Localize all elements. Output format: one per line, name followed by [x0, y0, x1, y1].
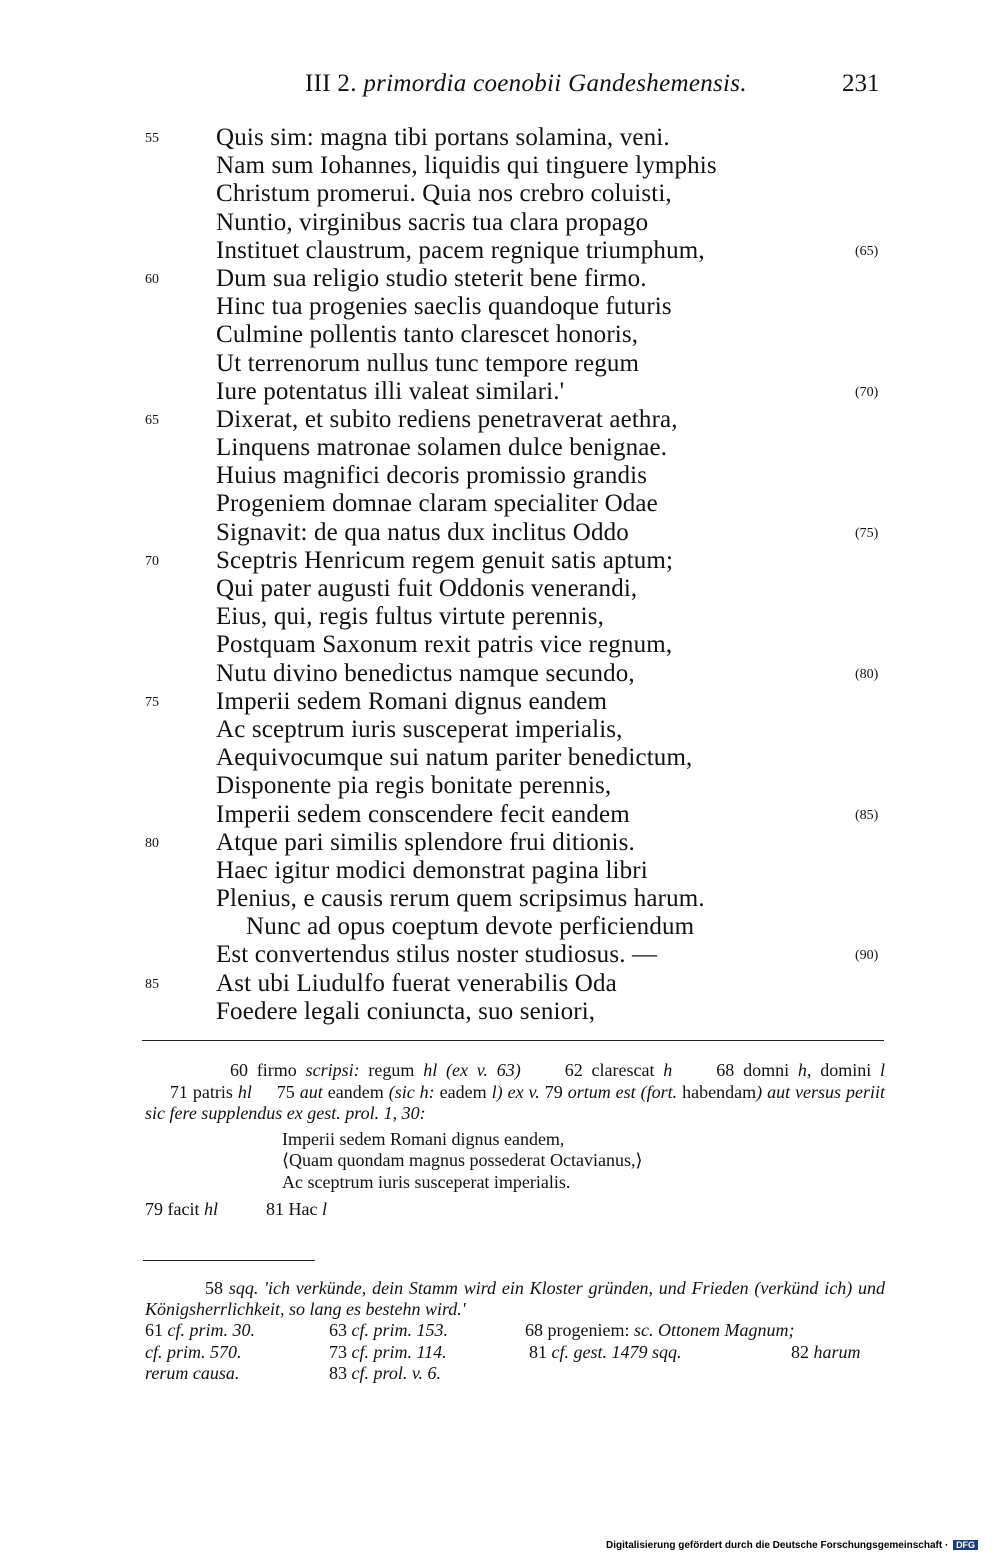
running-header — [0, 70, 1000, 106]
notes-text: 58 — [205, 1278, 229, 1298]
commentary-notes — [145, 1278, 885, 1384]
manuscript-line-ref: (90) — [855, 948, 879, 964]
notes-row — [145, 1320, 885, 1341]
apparatus-italic: l — [321, 1199, 327, 1220]
manuscript-line-ref: (80) — [855, 666, 879, 682]
footnote-rule — [143, 1260, 315, 1261]
apparatus-line — [145, 1199, 885, 1221]
line-number: 75 — [145, 694, 159, 710]
poem-text — [0, 124, 1000, 1026]
verse-text: Postquam Saxonum rexit patris vice regnum, — [216, 631, 673, 659]
apparatus-italic: h — [663, 1060, 673, 1080]
note-reference — [791, 1342, 885, 1363]
page-number: 231 — [842, 70, 880, 97]
verse-text: Ut terrenorum nullus tunc tempore regum — [216, 349, 640, 377]
verse-line — [0, 209, 1000, 237]
verse-line — [0, 350, 1000, 378]
verse-text: Progeniem domnae claram specialiter Odae — [216, 490, 658, 518]
verse-text: Est convertendus stilus noster studiosus. — — [216, 941, 658, 969]
apparatus-text: domini — [820, 1060, 880, 1080]
apparatus-italic: hl (ex v. 63) — [423, 1060, 521, 1080]
note-citation: cf. gest. 1479 sqq. — [551, 1341, 682, 1362]
note-label: 61 — [145, 1320, 168, 1341]
apparatus-text: eadem — [434, 1081, 492, 1102]
divider-rule — [142, 1040, 884, 1041]
line-number: 65 — [145, 412, 159, 428]
line-number: 80 — [145, 835, 159, 851]
verse-text: Dum sua religio studio steterit bene firmo. — [216, 264, 647, 292]
notes-row — [145, 1363, 885, 1384]
verse-text: Linquens matronae solamen dulce benignae. — [216, 434, 668, 462]
verse-line — [0, 575, 1000, 603]
verse-text: Foedere legali coniuncta, suo seniori, — [216, 997, 596, 1025]
verse-line — [0, 603, 1000, 631]
verse-text: Dixerat, et subito rediens penetraverat aethra, — [216, 405, 678, 433]
verse-line — [0, 716, 1000, 744]
verse-text: Imperii sedem Romani dignus eandem — [216, 687, 608, 715]
running-title-prefix: III 2. — [305, 70, 357, 97]
verse-line — [0, 631, 1000, 659]
apparatus-italic: hl — [203, 1199, 218, 1220]
apparatus-text: regum — [359, 1060, 424, 1080]
verse-line — [0, 490, 1000, 518]
verse-line — [0, 124, 1000, 152]
note-label: 81 — [529, 1341, 552, 1362]
running-title-italic: primordia coenobii Gandeshemensis. — [363, 70, 747, 97]
line-number: 60 — [145, 271, 159, 287]
critical-apparatus — [145, 1060, 885, 1221]
apparatus-text: 75 — [251, 1081, 300, 1102]
digitization-credit: Digitalisierung gefördert durch die Deutsche Forschungsgemeinschaft · DFG — [606, 1540, 978, 1551]
note-citation: sc. Ottonem Magnum; — [633, 1320, 795, 1341]
verse-line — [0, 801, 1000, 829]
apparatus-paragraph — [145, 1060, 885, 1125]
line-number: 70 — [145, 553, 159, 569]
line-number: 55 — [145, 131, 159, 146]
quote-line: Ac sceptrum iuris susceperat imperialis. — [282, 1171, 571, 1192]
verse-text: Instituet claustrum, pacem regnique triumphum, — [216, 236, 705, 264]
manuscript-line-ref: (85) — [855, 807, 879, 823]
note-reference — [145, 1320, 329, 1341]
verse-line — [0, 180, 1000, 208]
apparatus-italic: ) aut versus periit sic fere supplendus ex gest. prol. 1, 30: — [145, 1081, 886, 1124]
notes-italic: sqq. 'ich verkünde, dein Stamm wird ein Kloster gründen, und Frieden (verkünd ich) und Königsherrlichkeit, so lang es bestehn wird.' — [145, 1278, 886, 1320]
manuscript-line-ref: (70) — [855, 384, 879, 400]
verse-line — [0, 857, 1000, 885]
note-label: 73 — [329, 1341, 352, 1362]
verse-text: Atque pari similis splendore frui ditionis. — [216, 828, 635, 856]
verse-line — [0, 152, 1000, 180]
apparatus-quote — [282, 1129, 885, 1194]
note-reference — [145, 1342, 329, 1363]
note-citation: cf. prim. 153. — [351, 1320, 448, 1341]
verse-line — [0, 941, 1000, 969]
note-label: 68 progeniem: — [525, 1320, 634, 1341]
dfg-logo: DFG — [953, 1540, 978, 1550]
apparatus-italic: l) ex v. — [491, 1081, 540, 1102]
apparatus-italic: hl — [237, 1081, 252, 1102]
apparatus-italic: aut — [299, 1081, 323, 1102]
verse-text: Sceptris Henricum regem genuit satis aptum; — [216, 546, 674, 574]
apparatus-text: 68 domni — [672, 1060, 798, 1080]
verse-text: Christum promerui. Quia nos crebro coluisti, — [216, 180, 672, 208]
notes-paragraph — [145, 1278, 885, 1320]
apparatus-text: eandem — [322, 1081, 389, 1102]
manuscript-line-ref: (65) — [855, 243, 879, 259]
manuscript-line-ref: (75) — [855, 525, 879, 541]
verse-line — [0, 434, 1000, 462]
verse-line — [0, 772, 1000, 800]
verse-line — [0, 885, 1000, 913]
note-label: 63 — [329, 1320, 352, 1341]
note-citation: cf. prim. 114. — [351, 1341, 447, 1362]
verse-text: Eius, qui, regis fultus virtute perennis, — [216, 603, 605, 631]
verse-line — [0, 970, 1000, 998]
note-reference — [529, 1342, 791, 1363]
verse-text: Imperii sedem conscendere fecit eandem — [216, 800, 630, 828]
verse-text: Ac sceptrum iuris susceperat imperialis, — [216, 715, 623, 743]
verse-line — [0, 321, 1000, 349]
verse-line — [0, 406, 1000, 434]
apparatus-text: 60 firmo — [230, 1060, 306, 1080]
note-reference — [329, 1342, 529, 1363]
apparatus-italic: scripsi: — [305, 1060, 360, 1080]
verse-line — [0, 378, 1000, 406]
verse-text: Signavit: de qua natus dux inclitus Oddo — [216, 518, 629, 546]
notes-row — [145, 1342, 885, 1363]
apparatus-italic: h, — [797, 1060, 812, 1080]
note-reference — [145, 1363, 329, 1384]
note-reference — [329, 1320, 525, 1341]
verse-line — [0, 913, 1000, 941]
verse-text: Ast ubi Liudulfo fuerat venerabilis Oda — [216, 969, 617, 997]
apparatus-text: 79 facit — [145, 1199, 204, 1220]
verse-line — [0, 547, 1000, 575]
verse-line — [0, 519, 1000, 547]
note-citation: harum — [813, 1341, 861, 1362]
note-citation: cf. prim. 570. — [145, 1341, 242, 1362]
verse-line — [0, 688, 1000, 716]
note-label: 83 — [329, 1362, 352, 1383]
verse-text: Hinc tua progenies saeclis quandoque futuris — [216, 293, 672, 321]
note-reference — [525, 1320, 885, 1341]
running-title — [305, 70, 747, 98]
apparatus-italic: ortum est (fort. — [567, 1081, 678, 1102]
verse-text: Qui pater augusti fuit Oddonis venerandi, — [216, 575, 638, 602]
note-reference — [329, 1363, 589, 1384]
verse-line — [0, 237, 1000, 265]
verse-text: Iure potentatus illi valeat similari.' — [216, 377, 565, 405]
verse-line — [0, 998, 1000, 1026]
apparatus-text: 71 patris — [145, 1081, 238, 1102]
line-number: 85 — [145, 976, 159, 992]
verse-text: Nutu divino benedictus namque secundo, — [216, 659, 635, 687]
verse-text: Quis sim: magna tibi portans solamina, veni. — [216, 124, 670, 151]
verse-text: Disponente pia regis bonitate perennis, — [216, 772, 612, 800]
verse-line — [0, 660, 1000, 688]
verse-text: Culmine pollentis tanto clarescet honoris, — [216, 321, 639, 349]
verse-text: Nam sum Iohannes, liquidis qui tinguere lymphis — [216, 152, 717, 180]
verse-line — [0, 293, 1000, 321]
verse-text: Haec igitur modici demonstrat pagina libri — [216, 856, 648, 884]
note-citation: cf. prol. v. 6. — [351, 1362, 441, 1383]
verse-line — [0, 462, 1000, 490]
apparatus-text: 81 Hac — [266, 1199, 322, 1220]
apparatus-italic: (sic h: — [388, 1081, 435, 1102]
verse-text: Plenius, e causis rerum quem scripsimus harum. — [216, 885, 705, 913]
verse-text: Huius magnifici decoris promissio grandis — [216, 462, 648, 490]
note-citation: cf. prim. 30. — [167, 1320, 255, 1341]
verse-text: Nunc ad opus coeptum devote perficiendum — [246, 913, 695, 941]
quote-line: Imperii sedem Romani dignus eandem, — [282, 1128, 565, 1149]
verse-text: Aequivocumque sui natum pariter benedictum, — [216, 744, 693, 772]
apparatus-text: habendam — [677, 1081, 757, 1102]
verse-line — [0, 829, 1000, 857]
quote-line: ⟨Quam quondam magnus possederat Octavianus,⟩ — [282, 1150, 643, 1171]
verse-line — [0, 744, 1000, 772]
apparatus-text: 62 clarescat — [520, 1060, 664, 1080]
verse-text: Nuntio, virginibus sacris tua clara propago — [216, 208, 649, 236]
apparatus-text: 79 — [539, 1081, 568, 1102]
note-label: 82 — [791, 1341, 814, 1362]
note-citation: rerum causa. — [145, 1362, 240, 1383]
apparatus-italic: l — [880, 1060, 886, 1080]
credit-text: Digitalisierung gefördert durch die Deutsche Forschungsgemeinschaft — [606, 1540, 943, 1551]
verse-line — [0, 265, 1000, 293]
